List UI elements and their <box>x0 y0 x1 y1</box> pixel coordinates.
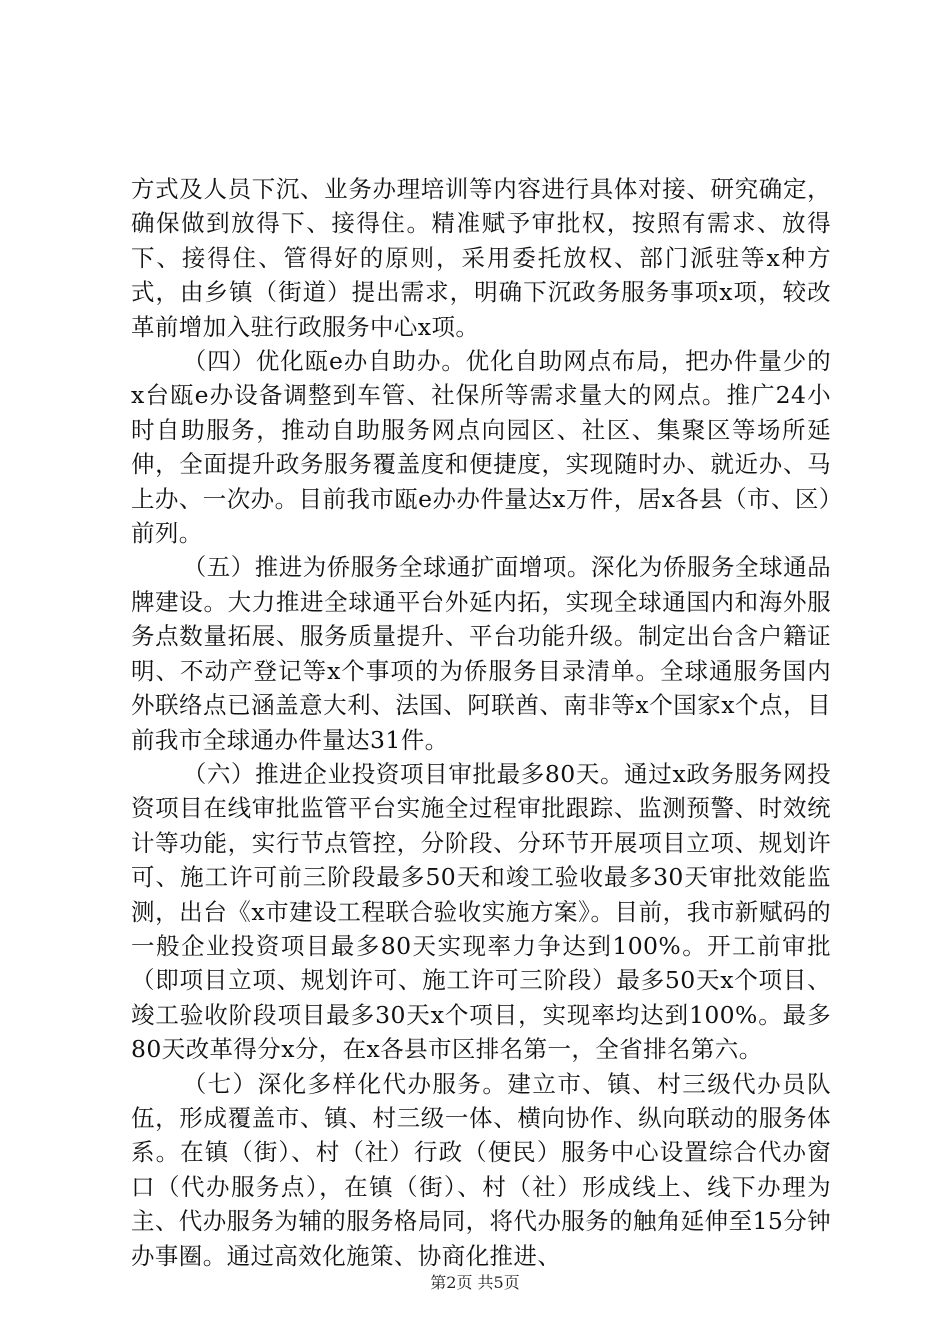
paragraph-section-4: （四）优化瓯e办自助办。优化自助网点布局，把办件量少的x台瓯e办设备调整到车管、社保所等需求量大的网点。推广24小时自助服务，推动自助服务网点向园区、社区、集聚区等场所延伸，全面提升政务服务覆盖度和便捷度，实现随时办、就近办、马上办、一次办。目前我市瓯e办办件量达x万件，居x各县（市、区）前列。 <box>131 347 831 548</box>
paragraph-continuation: 方式及人员下沉、业务办理培训等内容进行具体对接、研究确定，确保做到放得下、接得住。精准赋予审批权，按照有需求、放得下、接得住、管得好的原则，采用委托放权、部门派驻等x种方式，由乡镇（街道）提出需求，明确下沉政务服务事项x项，较改革前增加入驻行政服务中心x项。 <box>131 175 831 341</box>
paragraph-section-6: （六）推进企业投资项目审批最多80天。通过x政务服务网投资项目在线审批监管平台实施全过程审批跟踪、监测预警、时效统计等功能，实行节点管控，分阶段、分环节开展项目立项、规划许可、施工许可前三阶段最多50天和竣工验收最多30天审批效能监测，出台《x市建设工程联合验收实施方案》。目前，我市新赋码的一般企业投资项目最多80天实现率力争达到100%。开工前审批（即项目立项、规划许可、施工许可三阶段）最多50天x个项目、竣工验收阶段项目最多30天x个项目，实现率均达到100%。最多80天改革得分x分，在x各县市区排名第一，全省排名第六。 <box>131 759 831 1064</box>
page-footer: 第2页 共5页 <box>430 1273 520 1292</box>
document-body <box>131 172 831 1273</box>
paragraph-section-5: （五）推进为侨服务全球通扩面增项。深化为侨服务全球通品牌建设。大力推进全球通平台外延内拓，实现全球通国内和海外服务点数量拓展、服务质量提升、平台功能升级。制定出台含户籍证明、不动产登记等x个事项的为侨服务目录清单。全球通服务国内外联络点已涵盖意大利、法国、阿联酋、南非等x个国家x个点，目前我市全球通办件量达31件。 <box>131 553 831 754</box>
paragraph-section-7: （七）深化多样化代办服务。建立市、镇、村三级代办员队伍，形成覆盖市、镇、村三级一体、横向协作、纵向联动的服务体系。在镇（街）、村（社）行政（便民）服务中心设置综合代办窗口（代办服务点），在镇（街）、村（社）形成线上、线下办理为主、代办服务为辅的服务格局同，将代办服务的触角延伸至15分钟办事圈。通过高效化施策、协商化推进、 <box>131 1069 831 1270</box>
